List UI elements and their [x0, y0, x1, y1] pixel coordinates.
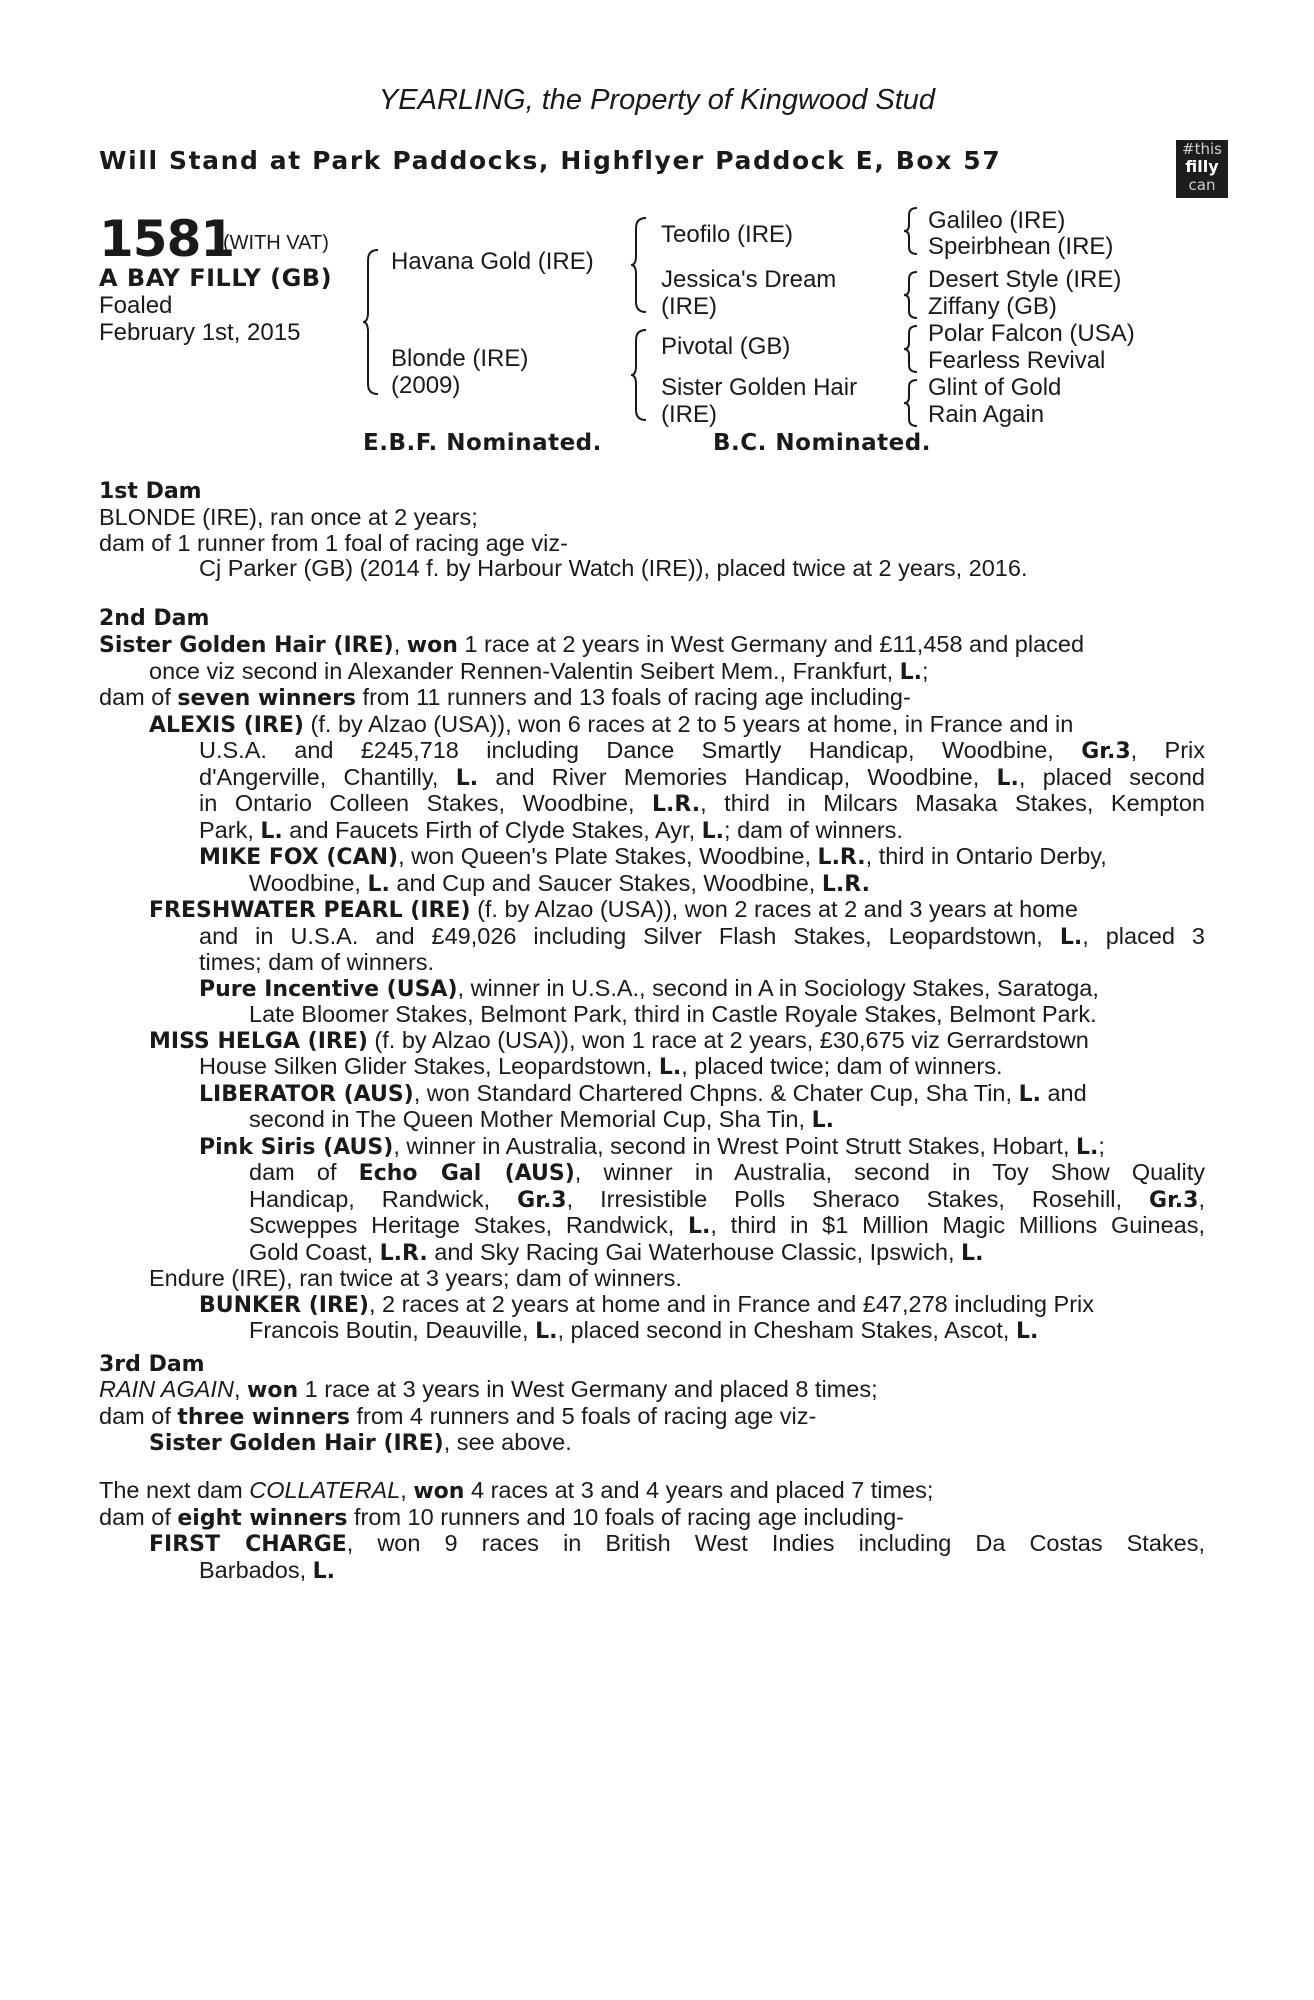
text: (f. by Alzao (USA)), won 2 races at 2 and 3 years at home [470, 896, 1078, 922]
horse-name: MIKE FOX (CAN) [199, 845, 399, 870]
text: , [233, 1376, 247, 1402]
race-grade: L.R. [652, 792, 701, 817]
pedigree-sire: Havana Gold (IRE) [391, 248, 594, 275]
text: , 2 races at 2 years at home and in France and £47,278 including Prix [368, 1290, 1094, 1317]
text: Barbados, [199, 1556, 313, 1583]
race-grade: L. [1059, 924, 1083, 950]
pedigree-g4-8: Rain Again [928, 401, 1045, 428]
race-grade: L.R. [379, 1240, 428, 1266]
race-grade: L.R. [817, 845, 866, 870]
stable-location: Will Stand at Park Paddocks, Highflyer Paddock E, Box 57 [99, 146, 1002, 175]
winners-count: eight winners [177, 1505, 348, 1531]
second-dam-line [99, 1213, 1205, 1240]
first-dam-line: dam of 1 runner from 1 foal of racing age viz- [99, 529, 568, 556]
third-dam-line [99, 1377, 1205, 1404]
race-grade: L. [658, 1055, 682, 1080]
pedigree-g4-6: Fearless Revival [928, 347, 1106, 374]
pedigree-dam-year: (2009) [391, 372, 461, 399]
next-dam-line [99, 1505, 1205, 1532]
text: dam of [249, 1159, 359, 1185]
second-dam-line [99, 1107, 1205, 1134]
text: d'Angerville, Chantilly, [199, 763, 456, 790]
race-grade: L. [899, 659, 923, 685]
horse-name: Sister Golden Hair (IRE) [99, 633, 394, 658]
text: , [400, 1477, 414, 1503]
text: and [1040, 1079, 1087, 1106]
second-dam-line [99, 1028, 1205, 1055]
second-dam-line [99, 897, 1205, 924]
first-dam-text [99, 505, 1205, 582]
text: , see above. [443, 1429, 572, 1455]
text: dam of [99, 684, 178, 710]
second-dam-line [99, 1134, 1205, 1161]
text: dam of [99, 1402, 178, 1429]
text: (f. by Alzao (USA)), won 6 races at 2 to 5 years at home, in France and in [304, 710, 1074, 737]
text: and Sky Racing Gai Waterhouse Classic, Ipswich, [427, 1238, 962, 1265]
pedigree-brace-g4-1 [902, 206, 920, 256]
horse-name: Echo Gal (AUS) [358, 1161, 575, 1186]
logo-line-3: can [1188, 176, 1216, 194]
race-grade: L. [996, 765, 1019, 791]
won-label: won [247, 1378, 299, 1403]
text: , placed 3 [1082, 922, 1205, 949]
text: , third in $1 Million Magic Millions Guineas, [710, 1212, 1205, 1238]
next-dam-line [99, 1531, 1205, 1558]
text: , winner in Australia, second in Toy Show Quality [574, 1159, 1206, 1185]
text: from 4 runners and 5 foals of racing age viz- [349, 1402, 817, 1429]
text: Scweppes Heritage Stakes, Randwick, [249, 1212, 689, 1238]
winners-count: three winners [177, 1404, 350, 1430]
second-dam-line [99, 1081, 1205, 1108]
second-dam-line [99, 924, 1205, 951]
logo-line-1: #this [1182, 140, 1222, 158]
text: from 11 runners and 13 foals of racing age including- [356, 684, 911, 710]
race-grade: L. [1015, 1319, 1039, 1344]
pedigree-dam-sire: Pivotal (GB) [661, 333, 791, 360]
text: Park, [199, 816, 261, 843]
text: , Irresistible Polls Sheraco Stakes, Rosehill, [566, 1185, 1150, 1212]
horse-name: BUNKER (IRE) [199, 1292, 369, 1318]
text: , third in Ontario Derby, [865, 843, 1107, 869]
text: , placed second [1018, 763, 1205, 790]
race-grade: L. [1076, 1134, 1099, 1160]
second-dam-text [99, 632, 1205, 1345]
pedigree-sire-sire: Teofilo (IRE) [661, 221, 794, 248]
text: Gold Coast, [249, 1238, 380, 1265]
second-dam-line [99, 765, 1205, 792]
pedigree-brace-g4-3 [902, 324, 920, 374]
text: (f. by Alzao (USA)), won 1 race at 2 years, £30,675 viz Gerrardstown [367, 1026, 1089, 1053]
lot-number: 1581 [99, 210, 235, 268]
race-grade: L. [688, 1214, 711, 1239]
text: 1 race at 3 years in West Germany and placed 8 times; [298, 1376, 878, 1402]
pedigree-g4-7: Glint of Gold [928, 374, 1062, 401]
horse-name: FIRST CHARGE [149, 1532, 347, 1557]
second-dam-line [99, 712, 1205, 739]
lot-name: A BAY FILLY (GB) [99, 264, 333, 292]
pedigree-dam-dam-country: (IRE) [661, 401, 717, 428]
pedigree-g4-4: Ziffany (GB) [928, 293, 1057, 320]
text: Woodbine, [249, 869, 368, 896]
horse-name: ALEXIS (IRE) [149, 712, 304, 738]
pedigree-brace-g4-2 [902, 270, 920, 320]
second-dam-line [99, 1292, 1205, 1319]
next-dam-line [99, 1478, 1205, 1505]
horse-name: LIBERATOR (AUS) [199, 1081, 414, 1107]
second-dam-line [99, 791, 1205, 818]
pedigree-sire-dam: Jessica's Dream [661, 266, 837, 293]
race-grade: Gr.3 [1149, 1187, 1199, 1213]
text: ; [922, 657, 929, 684]
text: , winner in Australia, second in Wrest Point Strutt Stakes, Hobart, [393, 1132, 1077, 1159]
race-grade: L. [455, 765, 479, 791]
third-dam-line [99, 1404, 1205, 1431]
second-dam-line [99, 871, 1205, 898]
race-grade: L.R. [821, 871, 870, 897]
second-dam-line [99, 844, 1205, 871]
text: ; [1098, 1132, 1105, 1159]
second-dam-line [99, 976, 1205, 1003]
text: , third in Milcars Masaka Stakes, Kempton [700, 790, 1205, 816]
second-dam-line [99, 818, 1205, 845]
winners-count: seven winners [177, 686, 357, 711]
horse-name: Pink Siris (AUS) [199, 1134, 394, 1160]
text: , won Standard Chartered Chpns. & Chater Cup, Sha Tin, [413, 1079, 1019, 1106]
pedigree-g4-5: Polar Falcon (USA) [928, 320, 1135, 347]
pedigree-brace-dam [630, 328, 650, 422]
third-dam-heading: 3rd Dam [99, 1352, 205, 1377]
second-dam-line [99, 1187, 1205, 1214]
text: 4 races at 3 and 4 years and placed 7 times; [464, 1477, 934, 1503]
pedigree-brace-sire [630, 216, 650, 314]
pedigree-brace-main [362, 248, 382, 396]
text: , won Queen's Plate Stakes, Woodbine, [398, 843, 818, 869]
second-dam-line [99, 1318, 1205, 1345]
race-grade: L. [312, 1558, 336, 1584]
second-dam-line [99, 1160, 1205, 1187]
second-dam-line: times; dam of winners. [199, 949, 435, 975]
race-grade: L. [961, 1240, 984, 1266]
text: ; dam of winners. [724, 816, 903, 843]
first-dam-line: BLONDE (IRE), ran once at 2 years; [99, 504, 478, 530]
vat-note: (WITH VAT) [223, 232, 329, 254]
pedigree-g4-3: Desert Style (IRE) [928, 266, 1122, 293]
race-grade: Gr.3 [517, 1187, 567, 1213]
second-dam-line [99, 1054, 1205, 1081]
won-label: won [406, 633, 458, 658]
next-dam-text [99, 1478, 1205, 1584]
text: Francois Boutin, Deauville, [249, 1317, 536, 1343]
pedigree-dam: Blonde (IRE) [391, 345, 529, 372]
third-dam-text [99, 1377, 1205, 1457]
won-label: won [413, 1479, 465, 1504]
second-dam-line: Sister Golden Hair (IRE), won 1 race at 2 years in West Germany and £11,458 and placed [99, 631, 1085, 658]
race-grade: L. [367, 871, 390, 897]
text: , Prix [1130, 737, 1205, 763]
first-dam-heading: 1st Dam [99, 479, 202, 504]
second-dam-line [99, 738, 1205, 765]
horse-name: MISS HELGA (IRE) [149, 1028, 368, 1054]
text: , winner in U.S.A., second in A in Sociology Stakes, Saratoga, [457, 974, 1099, 1001]
race-grade: L. [701, 818, 725, 844]
text: from 10 runners and 10 foals of racing age including- [347, 1503, 904, 1530]
ebf-nominated: E.B.F. Nominated. [363, 430, 602, 456]
next-dam-line [99, 1558, 1205, 1585]
text: and Cup and Saucer Stakes, Woodbine, [389, 869, 822, 896]
pedigree-brace-g4-4 [902, 378, 920, 428]
logo-line-2: filly [1185, 157, 1219, 176]
foaled-label: Foaled [99, 292, 173, 319]
race-grade: L. [535, 1319, 558, 1344]
text: Handicap, Randwick, [249, 1185, 518, 1212]
text: and in U.S.A. and £49,026 including Silver Flash Stakes, Leopardstown, [199, 922, 1060, 949]
text: 1 race at 2 years in West Germany and £11,458 and placed [457, 631, 1085, 657]
race-grade: L. [260, 818, 283, 844]
text: and River Memories Handicap, Woodbine, [478, 763, 997, 790]
first-dam-line: Cj Parker (GB) (2014 f. by Harbour Watch (IRE)), placed twice at 2 years, 2016. [199, 555, 1028, 581]
text: , placed second in Chesham Stakes, Ascot, [557, 1317, 1016, 1343]
text: , won 9 races in British West Indies including Da Costas Stakes, [346, 1530, 1205, 1556]
second-dam-line [99, 685, 1205, 712]
foaled-date: February 1st, 2015 [99, 319, 301, 346]
pedigree-sire-dam-country: (IRE) [661, 293, 717, 320]
race-grade: L. [1018, 1081, 1041, 1107]
horse-name: RAIN AGAIN [99, 1376, 234, 1402]
second-dam-line [99, 659, 1205, 686]
second-dam-heading: 2nd Dam [99, 606, 210, 631]
race-grade: L. [811, 1108, 834, 1133]
text: , placed twice; dam of winners. [681, 1053, 1003, 1079]
horse-name: Sister Golden Hair (IRE) [149, 1431, 444, 1456]
this-filly-can-logo [1176, 140, 1228, 198]
pedigree-g4-1: Galileo (IRE) [928, 207, 1066, 234]
horse-name: COLLATERAL [249, 1477, 401, 1503]
text: House Silken Glider Stakes, Leopardstown, [199, 1053, 659, 1079]
text: U.S.A. and £245,718 including Dance Smartly Handicap, Woodbine, [199, 737, 1082, 763]
second-dam-line: Late Bloomer Stakes, Belmont Park, third in Castle Royale Stakes, Belmont Park. [249, 1001, 1097, 1027]
text: and Faucets Firth of Clyde Stakes, Ayr, [282, 816, 702, 843]
horse-name: Pure Incentive (USA) [199, 976, 458, 1002]
text: The next dam [99, 1477, 250, 1503]
text: second in The Queen Mother Memorial Cup, Sha Tin, [249, 1106, 812, 1132]
catalogue-title: YEARLING, the Property of Kingwood Stud [378, 84, 936, 116]
text: in Ontario Colleen Stakes, Woodbine, [199, 790, 653, 816]
pedigree-g4-2: Speirbhean (IRE) [928, 233, 1114, 260]
text: , [1198, 1185, 1205, 1212]
pedigree-dam-dam: Sister Golden Hair [661, 374, 858, 401]
horse-name: FRESHWATER PEARL (IRE) [149, 898, 471, 923]
second-dam-line: Endure (IRE), ran twice at 3 years; dam of winners. [149, 1265, 682, 1291]
third-dam-line [99, 1430, 1205, 1457]
bc-nominated: B.C. Nominated. [713, 430, 931, 456]
text: dam of [99, 1503, 178, 1530]
text: once viz second in Alexander Rennen-Valentin Seibert Mem., Frankfurt, [149, 657, 900, 684]
second-dam-line [99, 1240, 1205, 1267]
race-grade: Gr.3 [1081, 739, 1131, 764]
